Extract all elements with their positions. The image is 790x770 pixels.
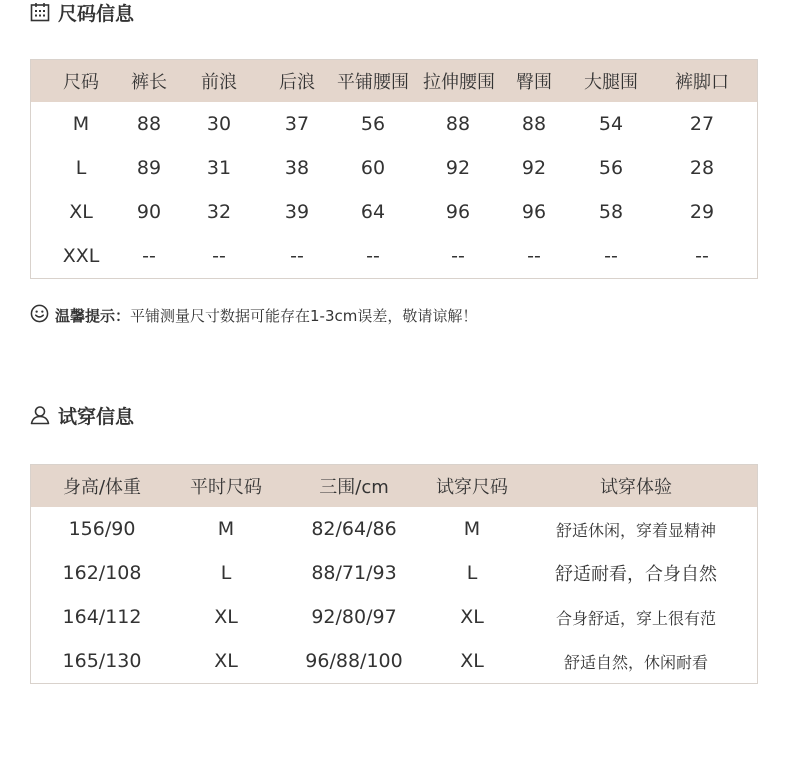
- fit-cell: M: [217, 518, 235, 540]
- size-cell: 32: [206, 201, 232, 223]
- size-cell: 92: [445, 157, 471, 179]
- fit-cell: 165/130: [62, 650, 142, 672]
- size-section-title: [30, 0, 134, 24]
- fit-cell: 82/64/86: [311, 518, 397, 540]
- tip-lead: 温馨提示：: [55, 306, 131, 325]
- size-header-cell: 拉伸腰围: [423, 72, 495, 93]
- table-row: [31, 102, 757, 146]
- table-row: [31, 595, 757, 639]
- fit-cell: XL: [460, 650, 484, 672]
- table-row: [31, 507, 757, 551]
- size-cell: 27: [689, 113, 715, 135]
- fit-cell: L: [466, 562, 478, 584]
- size-cell: 88: [521, 113, 547, 135]
- size-cell: 56: [360, 113, 386, 135]
- size-cell: 28: [689, 157, 715, 179]
- size-cell: 88: [136, 113, 162, 135]
- person-icon: [30, 405, 50, 425]
- size-cell: --: [366, 245, 380, 267]
- fit-cell: 96/88/100: [305, 650, 403, 672]
- size-header-cell: 平铺腰围: [337, 72, 409, 93]
- size-header-cell: 臀围: [516, 72, 552, 93]
- size-header-cell: 裤长: [131, 72, 167, 93]
- size-cell: 30: [206, 113, 232, 135]
- size-cell: 58: [598, 201, 624, 223]
- size-cell: --: [527, 245, 541, 267]
- size-cell: 96: [445, 201, 471, 223]
- size-cell: 31: [206, 157, 232, 179]
- size-cell: 96: [521, 201, 547, 223]
- size-cell: 29: [689, 201, 715, 223]
- fit-cell: M: [463, 518, 481, 540]
- size-table-header: [31, 60, 757, 102]
- fit-cell: XL: [214, 650, 238, 672]
- size-cell: M: [72, 113, 90, 135]
- fit-cell: 164/112: [62, 606, 142, 628]
- table-row: [31, 234, 757, 278]
- fit-cell: 92/80/97: [311, 606, 397, 628]
- size-cell: 39: [284, 201, 310, 223]
- fit-cell: XL: [214, 606, 238, 628]
- size-cell: 92: [521, 157, 547, 179]
- size-cell: --: [212, 245, 226, 267]
- size-header-cell: 后浪: [279, 72, 315, 93]
- fit-section-title: [30, 403, 134, 427]
- table-row: [31, 639, 757, 683]
- size-section-title-text: 尺码信息: [58, 2, 135, 25]
- size-cell: --: [695, 245, 709, 267]
- calendar-grid-icon: [30, 2, 50, 22]
- size-cell: XL: [69, 201, 93, 223]
- table-row: [31, 551, 757, 595]
- size-cell: 88: [445, 113, 471, 135]
- fit-table: [30, 464, 758, 684]
- fit-cell: 舒适耐看，合身自然: [555, 564, 717, 585]
- fit-header-cell: 试穿尺码: [436, 477, 508, 498]
- size-header-cell: 大腿围: [584, 72, 638, 93]
- size-cell: 64: [360, 201, 386, 223]
- fit-cell: 156/90: [68, 518, 136, 540]
- size-header-cell: 裤脚口: [675, 72, 729, 93]
- size-cell: L: [75, 157, 87, 179]
- fit-header-cell: 试穿体验: [600, 477, 672, 498]
- size-cell: --: [451, 245, 465, 267]
- size-cell: 90: [136, 201, 162, 223]
- size-cell: 89: [136, 157, 162, 179]
- size-cell: --: [142, 245, 156, 267]
- size-cell: 60: [360, 157, 386, 179]
- size-cell: 54: [598, 113, 624, 135]
- table-row: [31, 146, 757, 190]
- fit-header-cell: 三围/cm: [319, 477, 389, 498]
- size-cell: 37: [284, 113, 310, 135]
- fit-header-cell: 身高/体重: [62, 477, 142, 498]
- fit-cell: L: [220, 562, 232, 584]
- table-row: [31, 190, 757, 234]
- size-cell: --: [290, 245, 304, 267]
- fit-cell: 舒适自然，休闲耐看: [563, 652, 708, 672]
- fit-cell: 舒适休闲，穿着显精神: [555, 520, 716, 540]
- size-cell: XXL: [62, 245, 100, 267]
- size-table: [30, 59, 758, 279]
- measurement-tip: [30, 303, 477, 327]
- size-header-cell: 前浪: [201, 72, 237, 93]
- size-cell: 38: [284, 157, 310, 179]
- size-header-cell: 尺码: [63, 72, 99, 93]
- fit-cell: XL: [460, 606, 484, 628]
- smiley-icon: [30, 304, 49, 327]
- fit-header-cell: 平时尺码: [190, 477, 262, 498]
- fit-table-header: [31, 465, 757, 507]
- fit-cell: 88/71/93: [311, 562, 397, 584]
- size-cell: --: [604, 245, 618, 267]
- fit-section-title-text: 试穿信息: [58, 405, 135, 428]
- size-cell: 56: [598, 157, 624, 179]
- fit-cell: 162/108: [62, 562, 142, 584]
- fit-cell: 合身舒适，穿上很有范: [555, 608, 716, 628]
- tip-text: 平铺测量尺寸数据可能存在1-3cm误差，敬请谅解！: [130, 306, 478, 325]
